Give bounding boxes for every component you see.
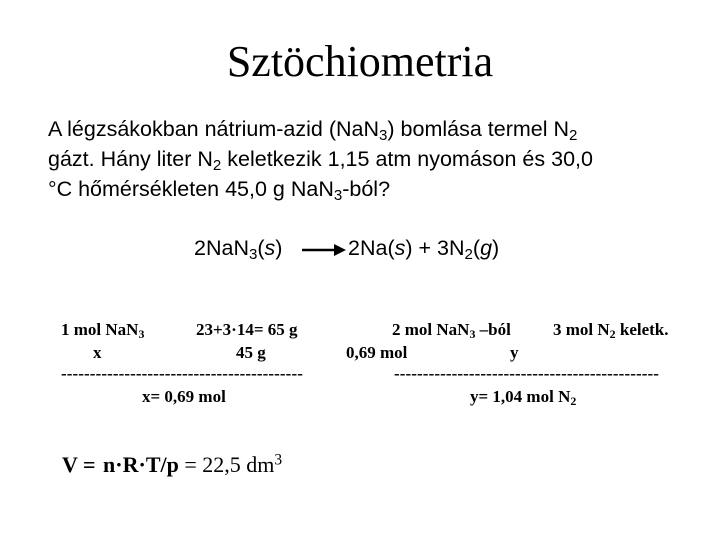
subscript: 2: [569, 126, 578, 144]
reaction-reactant: [194, 236, 282, 261]
formula-text: 2NaN: [194, 236, 249, 260]
calc-text: 3 mol N: [553, 320, 610, 339]
right-calc-row1-b: [553, 320, 669, 340]
problem-line-2: [48, 144, 688, 174]
problem-line-3: [48, 174, 688, 204]
reaction-arrow-icon: [302, 240, 346, 260]
result-text: = 22,5 dm: [178, 452, 275, 477]
problem-text: keletkezik 1,15 atm nyomáson és 30,0: [221, 147, 593, 171]
calc-text: 2 mol NaN: [392, 320, 470, 339]
state-symbol: s: [394, 236, 406, 260]
reaction-products: [348, 236, 499, 261]
subscript: 2: [609, 326, 616, 341]
result-text: V =: [62, 452, 102, 477]
formula-text: ) + 3N: [405, 236, 465, 260]
calc-text: –ból: [475, 320, 511, 339]
left-calc-row2-b: 45 g: [236, 343, 266, 362]
subscript: 3: [138, 326, 145, 341]
result-formula: n·R·T/p: [103, 452, 179, 477]
right-calc-result: [470, 387, 576, 407]
slide-title: Sztöchiometria: [226, 37, 494, 86]
problem-line-1: [48, 114, 688, 144]
problem-text: A légzsákokban nátrium-azid (NaN: [48, 117, 380, 141]
state-symbol: g: [480, 236, 493, 260]
subscript: 2: [464, 245, 473, 263]
subscript: 2: [570, 393, 577, 408]
superscript: 3: [274, 451, 283, 469]
formula-text: ): [275, 236, 283, 260]
calc-text: keletk.: [615, 320, 669, 339]
subscript: 2: [212, 156, 222, 174]
subscript: 3: [469, 326, 476, 341]
left-calc-row1-a: [61, 320, 144, 340]
formula-text: ): [492, 236, 500, 260]
left-calc-row1-b: 23+3·14= 65 g: [196, 320, 298, 339]
left-calc-result: x= 0,69 mol: [142, 387, 226, 406]
right-divider: ----------------------------------------------: [394, 364, 660, 383]
subscript: 3: [248, 245, 258, 263]
formula-text: (: [257, 236, 265, 260]
formula-text: 2Na(: [348, 236, 395, 260]
right-calc-row2-b: y: [510, 343, 519, 362]
subscript: 3: [379, 126, 388, 144]
right-calc-row1-a: [392, 320, 511, 340]
final-result: [62, 452, 282, 478]
problem-text: °C hőmérsékleten 45,0 g NaN: [48, 177, 334, 201]
left-divider: ------------------------------------------: [61, 364, 303, 383]
problem-text: gázt. Hány liter N: [48, 147, 213, 171]
left-calc-row2-a: x: [93, 343, 102, 362]
right-calc-row2-a: 0,69 mol: [346, 343, 408, 362]
calc-text: y= 1,04 mol N: [470, 387, 571, 406]
subscript: 3: [333, 186, 343, 204]
state-symbol: s: [264, 236, 276, 260]
formula-text: (: [472, 236, 481, 260]
problem-text: -ból?: [342, 177, 391, 201]
calc-text: 1 mol NaN: [61, 320, 139, 339]
problem-statement: [48, 114, 688, 204]
problem-text: ) bomlása termel N: [387, 117, 569, 141]
